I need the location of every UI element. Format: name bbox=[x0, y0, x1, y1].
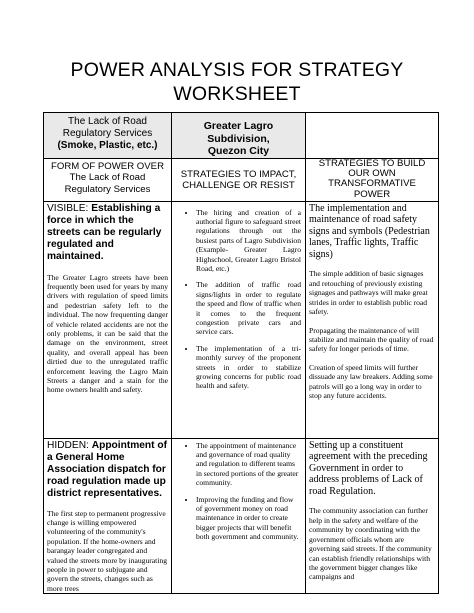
list-item: • The implementation of a tri-monthly survey of the proponent streets in order to stabilize growing concerns for public road health and safety. bbox=[196, 344, 301, 391]
hidden-power-cell bbox=[44, 438, 172, 594]
visible-build-para: Propagating the maintenance of will stabilize and maintain the quality of road safety for longer periods of time. bbox=[309, 325, 434, 354]
page-title-line-1: POWER ANALYSIS FOR STRATEGY bbox=[70, 59, 404, 81]
visible-build-cell bbox=[306, 201, 439, 438]
subheader-build-strategies: STRATEGIES TO BUILD OUR OWN TRANSFORMATIVE POWER bbox=[306, 158, 439, 201]
worksheet-table bbox=[43, 112, 439, 594]
visible-build-para: The simple addition of basic signages and retouching of previously existing signages and pathways will make great strides in order to establish public road safety. bbox=[309, 269, 428, 317]
header-empty-cell bbox=[306, 113, 439, 159]
header-issue-line-2: Regulatory Services bbox=[62, 128, 153, 139]
page-title-line-2: WORKSHEET bbox=[173, 83, 301, 105]
visible-strategy-list bbox=[172, 208, 305, 391]
visible-build-para: Creation of speed limits will further dissuade any law breakers. Adding some patrols will go a long way in order to stop any future accidents. bbox=[309, 362, 433, 400]
header-issue-line-1: The Lack of Road bbox=[68, 116, 147, 127]
hidden-build-lead: Setting up a constituent agreement with the preceding Government in order to address problems of Lack of road Regulation. bbox=[309, 439, 428, 497]
visible-description: The Greater Lagro streets have been frequently been used for years by many drivers with regulation of speed limits and pedestrian safety left to the individual. The now frequenting danger of vehicle related accidents are not the only problems, it can be said that the damage on the environment, street quality, and overall appeal has been dirtied due to the unregulated traffic enforcement leaving the Lagro Main Streets a danger and a stain for the home owners health and safety. bbox=[47, 272, 168, 395]
hidden-build-para: The community association can further help in the safety and welfare of the community by coordinating with the government officials whom are governing said streets. If the community can establish friendly relationships with the government bigger changes like campaigns and bbox=[309, 506, 432, 582]
header-location-cell bbox=[172, 113, 306, 159]
subheader-impact-strategies: STRATEGIES TO IMPACT, CHALLENGE OR RESIST bbox=[172, 158, 306, 201]
hidden-description: The first step to permanent progressive change is willing empowered volunteering of the community's population. If the home-owners and barangay leader congregated and valued the streets more by inaugurating people in power to subjugate and govern the streets, changes such as more trees bbox=[47, 508, 167, 593]
header-issue-cell bbox=[44, 113, 172, 159]
visible-power-cell bbox=[44, 201, 172, 438]
header-location-line-1: Greater Lagro Subdivision, bbox=[203, 120, 274, 145]
visible-strategies-cell bbox=[172, 201, 306, 438]
hidden-lead: HIDDEN: Appointment of a General Home Association dispatch for road regulation made up district representatives. bbox=[47, 439, 167, 499]
list-item: • The hiring and creation of a authorial figure to safeguard street regulations through out the busiest parts of Lagro Subdivision (Example- Greater Lagro Highschool, Greater Lagro Bristol Road, etc.) bbox=[196, 208, 301, 274]
header-location-line-2: Quezon City bbox=[207, 145, 270, 157]
subheader-form-of-power: FORM OF POWER OVER The Lack of Road Regulatory Services bbox=[44, 158, 172, 201]
hidden-strategies-cell bbox=[172, 438, 306, 594]
header-row bbox=[44, 113, 439, 159]
header-issue-line-3: (Smoke, Plastic, etc.) bbox=[57, 140, 158, 151]
visible-row bbox=[44, 201, 439, 438]
list-item: • Improving the funding and flow of government money on road maintenance in order to create bigger projects that will benefit both government and community. bbox=[196, 495, 301, 542]
hidden-row bbox=[44, 438, 439, 594]
subheader-row bbox=[44, 158, 439, 201]
visible-lead: VISIBLE: Establishing a force in which the streets can be regularly regulated and maintained. bbox=[47, 202, 162, 262]
hidden-strategy-list bbox=[172, 441, 305, 542]
hidden-build-cell bbox=[306, 438, 439, 594]
list-item: • The appointment of maintenance and governance of road quality and regulation to different teams in sectored portions of the greater community. bbox=[196, 441, 301, 488]
visible-build-lead: The implementation and maintenance of road safety signs and symbols (Pedestrian lanes, Traffic lights, Traffic signs) bbox=[309, 202, 430, 260]
list-item: • The addition of traffic road signs/lights in order to regulate the speed and flow of traffic when it comes to the frequent congestion private cars and service cars. bbox=[196, 280, 301, 336]
